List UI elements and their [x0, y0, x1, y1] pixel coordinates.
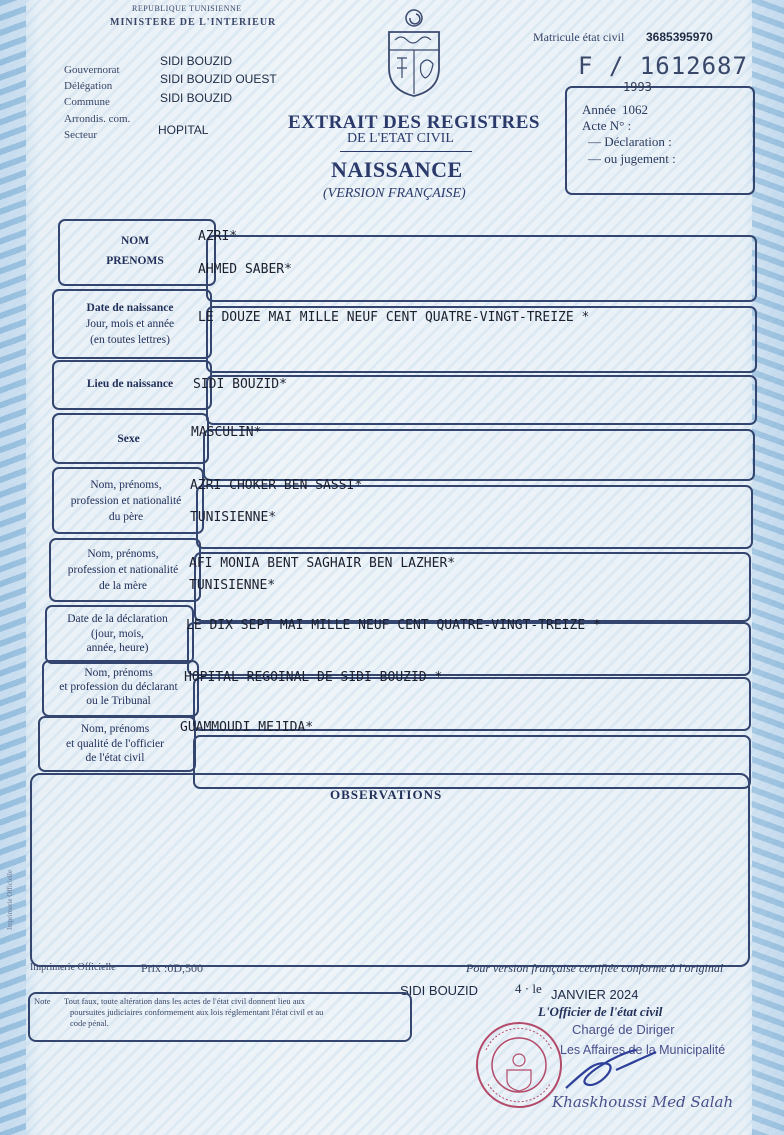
mother-label-3: de la mère [99, 580, 147, 592]
delegation-label: Délégation [64, 80, 113, 92]
mother-label-1: Nom, prénoms, [87, 548, 159, 560]
title-version: (VERSION FRANÇAISE) [323, 186, 466, 201]
acte-label: Acte N° : [582, 118, 632, 133]
father-label-2: profession et nationalité [70, 495, 182, 507]
title-extrait: EXTRAIT DES REGISTRES [288, 112, 540, 133]
dob-label: Date de naissance [86, 302, 174, 314]
mother-label-2: profession et nationalité [67, 564, 179, 576]
note-text-2: poursuites judiciaires conformement aux lois réglementant l'état civil et au [70, 1007, 324, 1017]
delegation-value: SIDI BOUZID OUEST [160, 72, 277, 86]
matricule-value: 3685395970 [646, 30, 713, 44]
lieu-value-cell [206, 375, 757, 425]
decl-date-value: LE DIX SEPT MAI MILLE NEUF CENT QUATRE-VINGT-TREIZE * [186, 618, 601, 633]
title-etat-civil: DE L'ETAT CIVIL [347, 131, 454, 146]
decl-date-label-1: Date de la déclaration [67, 613, 168, 625]
prenoms-value: AHMED SABER* [198, 262, 292, 277]
officer-label-3: de l'état civil [85, 752, 145, 764]
name-label-cell [58, 219, 216, 286]
guilloche-border-right [752, 0, 784, 1135]
annee-value: 1062 [622, 102, 648, 117]
sexe-value: MASCULIN* [191, 425, 262, 440]
officer-label-2: et qualité de l'officier [66, 738, 164, 750]
lieu-label: Lieu de naissance [86, 378, 174, 390]
issue-date-prefix: 4 · le [515, 981, 542, 996]
mother-nationality: TUNISIENNE* [189, 578, 276, 593]
price-label: Prix :0D,500 [141, 961, 204, 975]
officer-title: L'Officier de l'état civil [538, 1004, 663, 1019]
sexe-label: Sexe [117, 433, 140, 445]
secteur-value: HOPITAL [158, 123, 209, 137]
commune-value: SIDI BOUZID [160, 91, 233, 105]
note-text-3: code pénal. [70, 1018, 109, 1028]
year-value: 1993 [623, 80, 652, 94]
title-divider [340, 151, 472, 152]
annee-label: Année [582, 102, 616, 117]
decl-date-label-3: année, heure) [86, 642, 149, 654]
republic-label: REPUBLIQUE TUNISIENNE [132, 4, 242, 13]
father-name: AZRI CHOKER BEN SASSI* [190, 478, 363, 493]
secteur-label: Secteur [64, 129, 97, 141]
mother-name: AFI MONIA BENT SAGHAIR BEN LAZHER* [189, 556, 456, 571]
stamp-name: Khaskhoussi Med Salah [552, 1093, 734, 1111]
declarant-value: HOPITAL REGOINAL DE SIDI BOUZID * [184, 670, 443, 685]
ministry-label: MINISTERE DE L'INTERIEUR [110, 17, 277, 28]
officer-value: GUAMMOUDI MEJIDA* [180, 720, 314, 735]
reference-number: F / 1612687 [578, 52, 748, 80]
declarant-label-2: et profession du déclarant [59, 681, 178, 693]
dob-label-sub2: (en toutes lettres) [90, 334, 170, 346]
note-text-1: Tout faux, toute altération dans les actes de l'état civil donnent lieu aux [64, 996, 305, 1006]
note-label: Note [34, 996, 51, 1006]
declarant-label-1: Nom, prénoms [84, 667, 153, 679]
municipal-seal-icon [474, 1020, 564, 1110]
declarant-label-3: ou le Tribunal [86, 695, 151, 707]
coat-of-arms-icon [383, 6, 445, 98]
father-label-1: Nom, prénoms, [90, 479, 162, 491]
gouvernorat-value: SIDI BOUZID [160, 54, 233, 68]
lieu-value: SIDI BOUZID* [193, 377, 287, 392]
arrondis-label: Arrondis. com. [64, 113, 131, 125]
printer-label: Imprimerie Officielle [30, 962, 116, 973]
dob-value: LE DOUZE MAI MILLE NEUF CENT QUATRE-VINGT-TREIZE * [198, 310, 590, 325]
certified-text: Pour version française certifiée conforme à l'original [466, 961, 724, 975]
declaration-label: — Déclaration : [588, 134, 672, 149]
side-printer-text: Imprimerie Officielle [6, 870, 14, 930]
title-naissance: NAISSANCE [331, 157, 463, 182]
stamp-line-1: Chargé de Diriger [572, 1022, 675, 1037]
officer-label-1: Nom, prénoms [80, 723, 150, 735]
observations-label: OBSERVATIONS [330, 787, 443, 802]
sexe-value-cell [203, 429, 755, 481]
matricule-label: Matricule état civil [533, 30, 625, 44]
commune-label: Commune [64, 96, 110, 108]
issue-date: JANVIER 2024 [551, 987, 639, 1002]
nom-label: NOM [120, 235, 150, 247]
stamp-line-2: Les Affaires de la Municipalité [560, 1043, 726, 1057]
issue-city: SIDI BOUZID [400, 983, 479, 998]
jugement-label: — ou jugement : [588, 151, 676, 166]
dob-label-sub1: Jour, mois et année [85, 318, 175, 330]
father-nationality: TUNISIENNE* [190, 510, 277, 525]
decl-date-label-2: (jour, mois, [91, 628, 144, 640]
father-label-3: du père [108, 511, 144, 523]
father-value-cell [196, 485, 753, 549]
gouvernorat-label: Gouvernorat [64, 64, 120, 76]
prenoms-label: PRENOMS [106, 255, 164, 267]
signature-icon [556, 1040, 676, 1100]
guilloche-border-left [0, 0, 26, 1135]
nom-value: AZRI* [198, 229, 238, 244]
